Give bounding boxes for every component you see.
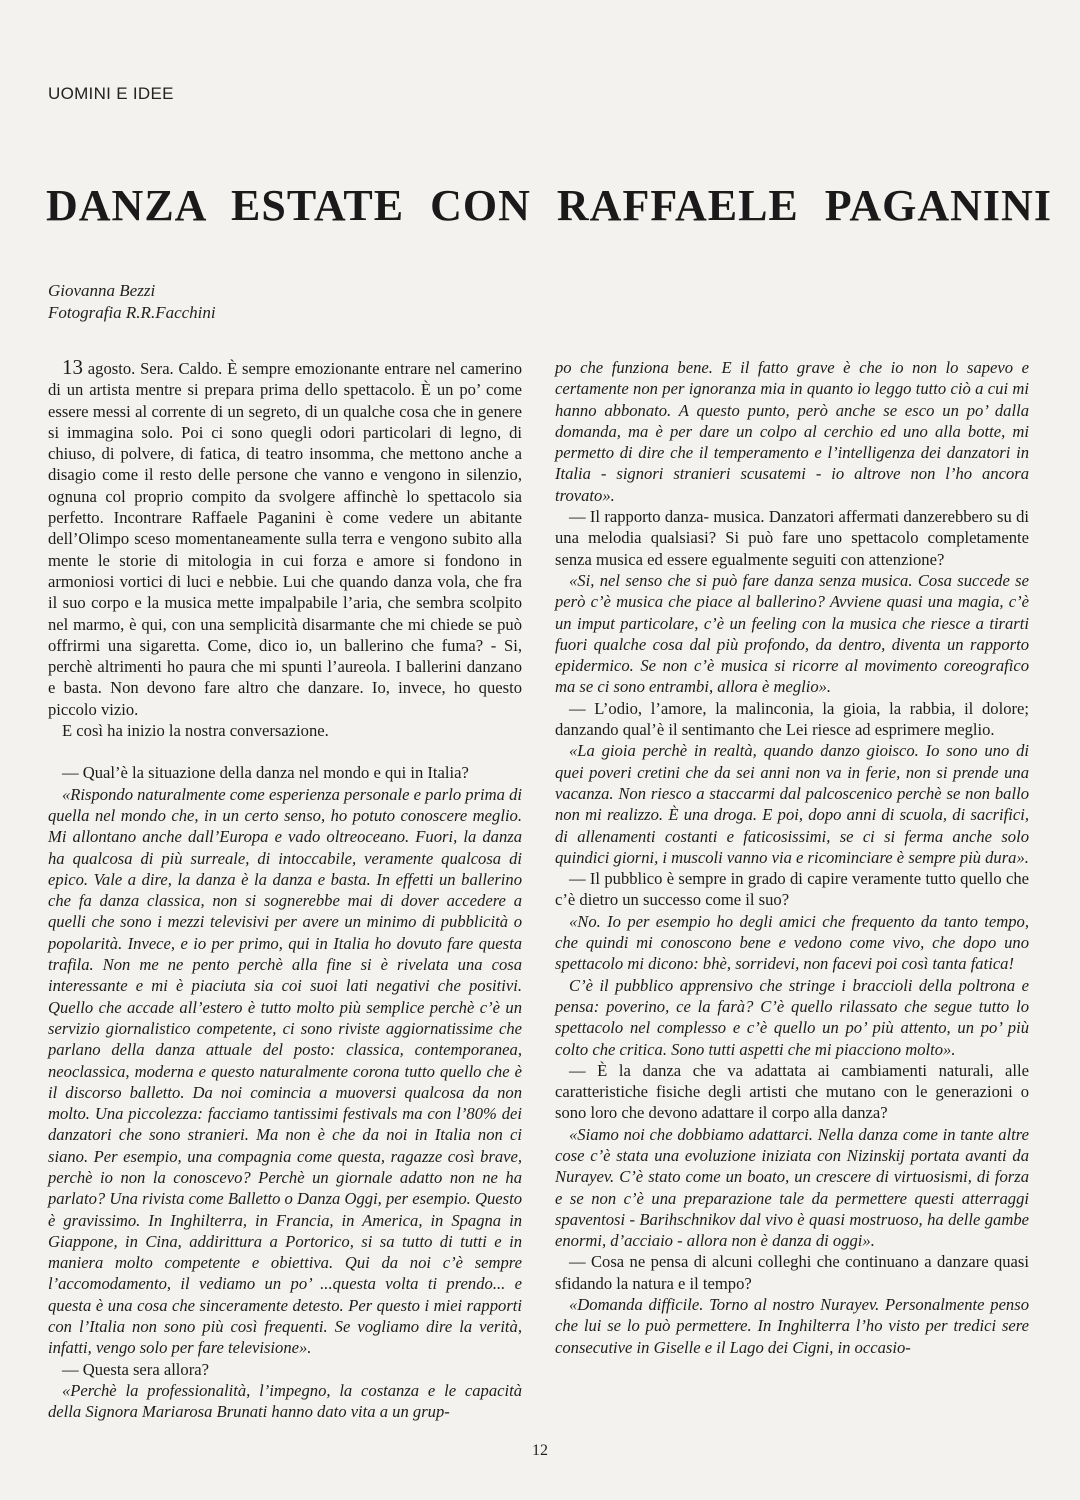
article-title: DANZA ESTATE CON RAFFAELE PAGANINI (46, 181, 1052, 230)
interview-answer: «Si, nel senso che si può fare danza senza musica. Cosa succede se però c’è musica che piace al ballerino? Avviene quasi una magia, c’è un imput particolare, c’è un feeling con la musica che riesce a tirarti fuori qualche cosa dal più profondo, da dentro, diventa un rapporto epidermico. Se non c’è musica si ricorre al movimento coreografico ma se ci sono entrambi, allora è meglio». (555, 570, 1029, 697)
interview-question: — Questa sera allora? (62, 1359, 209, 1379)
interview-question: — Qual’è la situazione della danza nel mondo e qui in Italia? (62, 763, 469, 783)
interview-question: — Il rapporto danza- musica. Danzatori affermati danzerebbero su di una melodia qualsiasi? Si può fare uno spettacolo completamente senza musica ed essere egualmente seguiti con attenzione? (555, 507, 1029, 569)
interview-answer: «Domanda difficile. Torno al nostro Nurayev. Personalmente penso che lui se lo può permettere. In Inghilterra l’ho visto per tredici sere consecutive in Giselle e il Lago dei Cigni, in occasio- (555, 1295, 1029, 1357)
section-label: UOMINI E IDEE (48, 84, 174, 103)
interview-answer: «Rispondo naturalmente come esperienza personale e parlo prima di quella nel mondo che, in un certo senso, ho potuto conoscere meglio. Mi allontano anche dall’Europa e vado oltreoceano. Fuori, la danza ha qualcosa di più surreale, di intoccabile, veramente qualcosa di epico. Vale a dire, la danza è la danza e basta. In effetti un ballerino che fa danza classica, non si sognerebbe mai di dover accedere a quelli che sono i mezzi televisivi per avere un minimo di pubblicità o popolarità. Invece, e io per primo, qui in Italia ho dovuto fare questa trafila. Non me ne pento perchè alla fine si è rivelata una cosa interessante e mi è piaciuta sia coi suoi lati negativi che positivi. Quello che accade all’estero è tutto molto più semplice perchè c’è un servizio giornalistico competente, ci sono riviste aggiornatissime che parlano della danza attuale del posto: classica, contemporanea, neoclassica, moderna e questo naturalmente corona tutto quello che è il discorso balletto. Da noi comincia a muoversi qualcosa da non molto. Una piccolezza: facciamo tantissimi festivals ma con l’80% dei danzatori che sono stranieri. Ma non è che da noi in Italia non ci siano. Per esempio, una compagnia come questa, ragazze così brave, perchè io non la conoscevo? Perchè un giornale adatto non ne ha parlato? Una rivista come Balletto o Danza Oggi, per esempio. Questo è gravissimo. In Inghilterra, in Francia, in America, in Spagna in Giappone, in Cina, addirittura a Portorico, si sa tutto di tutti e in maniera molto competente e obiettiva. Qui da noi c’è sempre l’accomodamento, il vediamo un po’ ...questa volta ti prendo... e questa è una cosa che sinceramente detesto. Per questo i miei rapporti con l’Italia non sono più così frequenti. Se vogliamo dire la verità, infatti, vengo solo per fare televisione». (48, 784, 522, 1358)
interview-question: — L’odio, l’amore, la malinconia, la gioia, la rabbia, il dolore; danzando qual’è il sentimanto che Lei riesce ad esprimere meglio. (555, 698, 1029, 740)
page-number: 12 (532, 1442, 548, 1459)
interview-answer-continued: po che funziona bene. E il fatto grave è che io non lo sapevo e certamente non per ignoranza mia in quanto io leggo tutto ciò a cui mi hanno abbonato. A questo punto, però anche se esco un po’ dalla domanda, ma è per dare un colpo al cerchio ed uno alla botte, mi permetto di dire che il temperamento e l’intelligenza dei danzatori in Italia - signori stranieri scusatemi - io altrove non l’ho ancora trovato». (555, 358, 1029, 505)
interview-answer: «Perchè la professionalità, l’impegno, la costanza e le capacità della Signora Mariarosa Brunati hanno dato vita a un grup- (48, 1380, 522, 1422)
byline (48, 280, 216, 324)
interview-question: — Cosa ne pensa di alcuni colleghi che continuano a danzare quasi sfidando la natura e il tempo? (555, 1252, 1029, 1293)
left-column (48, 357, 522, 1423)
interview-answer: «No. Io per esempio ho degli amici che frequento da tanto tempo, che quindi mi conoscono bene e vedono come vivo, che dopo uno spettacolo mi dicono: bhè, sorridevi, non facevi poi così tanta fatica! (555, 911, 1029, 974)
interview-question: — Il pubblico è sempre in grado di capire veramente tutto quello che c’è dietro un successo come il suo? (555, 869, 1029, 910)
author-name: Giovanna Bezzi (48, 281, 156, 300)
paragraph: E così ha inizio la nostra conversazione. (62, 721, 329, 741)
interview-answer: «Siamo noi che dobbiamo adattarci. Nella danza come in tante altre cose c’è stata una evoluzione iniziata con Nizinskij portata avanti da Nurayev. C’è stato come un boato, un crescere di virtuosismi, di forza e se non c’è una preparazione tale da permettere questi atterraggi spaventosi - Barihschnikov dal vivo è quasi mostruoso, ha delle gambe enormi, d’acciaio - allora non è danza di oggi». (555, 1124, 1029, 1251)
interview-question: — È la danza che va adattata ai cambiamenti naturali, alle caratteristiche fisiche degli artisti che mutano con le generazioni o sono loro che devono adattare il corpo alla danza? (555, 1060, 1029, 1123)
opening-paragraph (48, 357, 522, 720)
right-column (555, 357, 1029, 1358)
photo-credit: Fotografia R.R.Facchini (48, 303, 216, 322)
opening-paragraph-text: agosto. Sera. Caldo. È sempre emozionante entrare nel camerino di un artista mentre si prepara prima dello spettacolo. È un po’ come essere messi al corrente di un segreto, di un qualche cosa che in genere si immagina solo. Poi ci sono quegli odori particolari di legno, di chiuso, di polvere, di fatica, di teatro insomma, che mettono anche a disagio come il resto delle persone che vanno e vengono in silenzio, ognuna col proprio compito da svolgere affinchè lo spettacolo sia perfetto. Incontrare Raffaele Paganini è come vedere un abitante dell’Olimpo sceso momentaneamente sulla terra e vengono subito alla mente le storie di mitologia in cui forza e amore si fondono in armoniosi vortici di luci e nebbie. Lui che quando danza vola, che fra il suo corpo e la musica mette impalpabile l’aria, che sembra scolpito nel marmo, è qui, con una semplicità disarmante che mi chiede se può offrirmi una sigaretta. Come, dico io, un ballerino che fuma? - Si, perchè altrimenti ho paura che mi spunti l’aureola. I ballerini danzano e basta. Non devono fare altro che danzare. Io, invece, ho questo piccolo vizio. (48, 359, 522, 719)
paragraph-gap (48, 741, 522, 762)
interview-answer: «La gioia perchè in realtà, quando danzo gioisco. Io sono uno di quei poveri cretini che da sei anni non va in ferie, non si prende una vacanza. Non riesco a staccarmi dal palcoscenico perchè se non ballo non mi realizzo. È una droga. E poi, dopo anni di scuola, di sacrifici, di allenamenti costanti e faticosissimi, se ci si ferma anche solo quindici giorni, i muscoli vanno via e ricominciare è sempre più dura». (555, 741, 1029, 867)
lead-date-number: 13 (62, 355, 83, 379)
interview-answer: C’è il pubblico apprensivo che stringe i braccioli della poltrona e pensa: poverino, ce la farà? C’è quello rilassato che segue tutto lo spettacolo nel complesso e c’è quello un po’ più attento, un po’ più colto che critica. Sono tutti aspetti che mi piacciono molto». (555, 975, 1029, 1059)
